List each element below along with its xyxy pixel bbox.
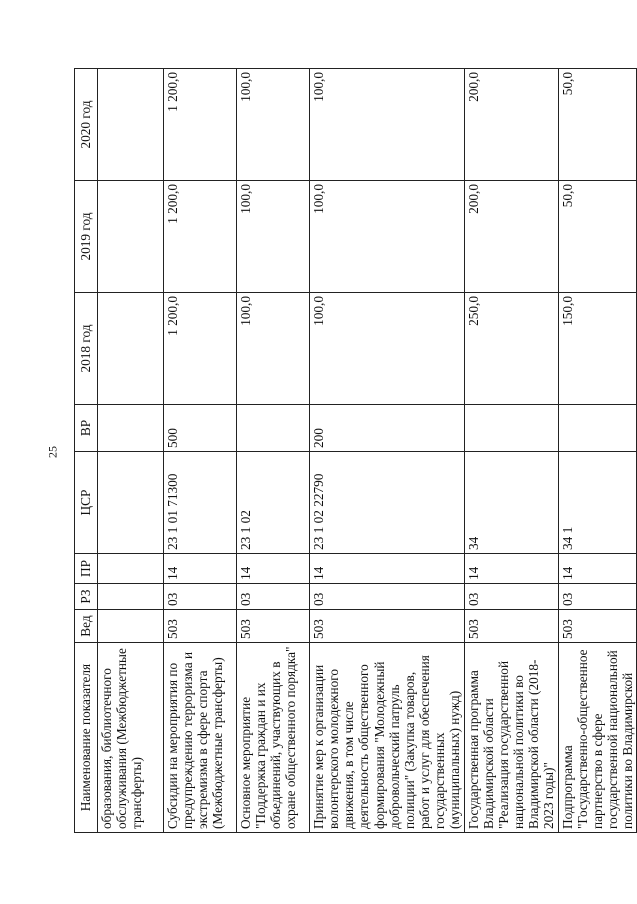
row-ved: 503 <box>237 610 310 643</box>
row-2019: 100,0 <box>237 181 310 293</box>
row-vr <box>464 405 558 452</box>
row-2019: 100,0 <box>310 181 465 293</box>
row-2018 <box>98 293 164 405</box>
column-header-pr: ПР <box>75 554 98 584</box>
row-2020: 200,0 <box>464 69 558 181</box>
row-ved: 503 <box>558 610 637 643</box>
row-vr: 200 <box>310 405 465 452</box>
row-name: образования, библиотечного обслуживания (Межбюджетные трансферты) <box>98 643 164 833</box>
budget-table <box>74 68 637 833</box>
row-vr: 500 <box>164 405 237 452</box>
row-name: Принятие мер к организации волонтерского молодежного движения, в том числе деятельность общественного формирования "Молодежный добровольческий патруль полиции" (Закупка товаров, работ и услуг для обеспечения государственных (муниципальных) нужд) <box>310 643 465 833</box>
row-csr: 34 1 <box>558 452 637 554</box>
table-row <box>464 69 558 833</box>
row-2020: 100,0 <box>237 69 310 181</box>
column-header-ved: Вед <box>75 610 98 643</box>
table-row <box>98 69 164 833</box>
row-pr: 14 <box>464 554 558 584</box>
row-rz: 03 <box>464 584 558 610</box>
row-2019 <box>98 181 164 293</box>
row-rz: 03 <box>237 584 310 610</box>
row-name: Основное мероприятие "Поддержка граждан и их объединений, участвующих в охране общественного порядка" <box>237 643 310 833</box>
page-number: 25 <box>45 446 60 458</box>
table-header-row <box>75 69 98 833</box>
row-vr <box>237 405 310 452</box>
row-2018: 250,0 <box>464 293 558 405</box>
row-2019: 1 200,0 <box>164 181 237 293</box>
rotated-page-content <box>74 69 636 833</box>
row-ved: 503 <box>310 610 465 643</box>
row-pr: 14 <box>310 554 465 584</box>
row-2018: 1 200,0 <box>164 293 237 405</box>
row-2020: 1 200,0 <box>164 69 237 181</box>
row-rz: 03 <box>164 584 237 610</box>
row-2020 <box>98 69 164 181</box>
row-2018: 150,0 <box>558 293 637 405</box>
row-csr: 23 1 01 71300 <box>164 452 237 554</box>
row-ved: 503 <box>164 610 237 643</box>
row-csr: 23 1 02 22790 <box>310 452 465 554</box>
row-pr: 14 <box>164 554 237 584</box>
column-header-vr: ВР <box>75 405 98 452</box>
table-row <box>237 69 310 833</box>
row-pr: 14 <box>237 554 310 584</box>
row-name: Субсидии на мероприятия по предупреждению терроризма и экстремизма в сфере спорта (Межбюджетные трансферты) <box>164 643 237 833</box>
row-name: Государственная программа Владимирской области "Реализация государственной национальной политики во Владимирской области (2018-2023 годы)" <box>464 643 558 833</box>
row-2020: 50,0 <box>558 69 637 181</box>
column-header-name: Наименование показателя <box>75 643 98 833</box>
row-2019: 50,0 <box>558 181 637 293</box>
row-csr <box>98 452 164 554</box>
row-2018: 100,0 <box>237 293 310 405</box>
row-rz <box>98 584 164 610</box>
row-vr <box>558 405 637 452</box>
table-row <box>558 69 637 833</box>
row-csr: 23 1 02 <box>237 452 310 554</box>
table-row <box>310 69 465 833</box>
column-header-csr: ЦСР <box>75 452 98 554</box>
column-header-2018: 2018 год <box>75 293 98 405</box>
row-ved <box>98 610 164 643</box>
row-vr <box>98 405 164 452</box>
row-pr <box>98 554 164 584</box>
row-name: Подпрограмма "Государственно-общественное партнерство в сфере государственной национальной политики во Владимирской <box>558 643 637 833</box>
row-2018: 100,0 <box>310 293 465 405</box>
column-header-2019: 2019 год <box>75 181 98 293</box>
row-csr: 34 <box>464 452 558 554</box>
row-pr: 14 <box>558 554 637 584</box>
row-ved: 503 <box>464 610 558 643</box>
column-header-2020: 2020 год <box>75 69 98 181</box>
row-2019: 200,0 <box>464 181 558 293</box>
table-row <box>164 69 237 833</box>
row-rz: 03 <box>310 584 465 610</box>
row-2020: 100,0 <box>310 69 465 181</box>
column-header-rz: РЗ <box>75 584 98 610</box>
row-rz: 03 <box>558 584 637 610</box>
